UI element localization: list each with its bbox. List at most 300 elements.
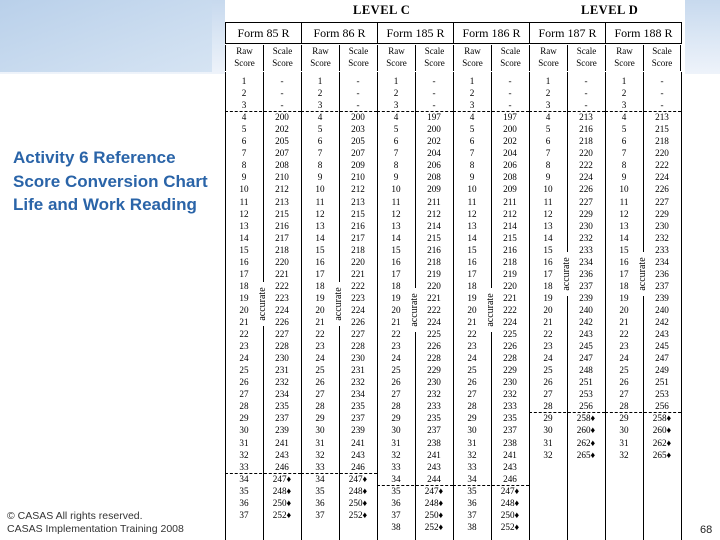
- accurate-label: accurate: [485, 288, 497, 332]
- raw-score-cell: 34: [315, 473, 325, 484]
- scale-score-cell: 237: [351, 413, 365, 424]
- scale-score-header: Scale Score: [643, 45, 681, 71]
- scale-score-cell: 218: [275, 244, 289, 255]
- raw-score-cell: 20: [467, 304, 477, 315]
- raw-score-cell: 12: [543, 208, 553, 219]
- scale-score-cell: 230: [275, 353, 289, 364]
- raw-score-cell: 9: [393, 172, 399, 183]
- raw-score-cell: 35: [391, 485, 401, 496]
- scale-score-cell: 226: [579, 184, 593, 195]
- scale-score-cell: 245: [579, 341, 593, 352]
- scale-score-cell: 211: [427, 196, 441, 207]
- scale-score-cell: -: [280, 76, 284, 86]
- raw-score-cell: 17: [391, 268, 401, 279]
- scale-score-cell: 248♦: [272, 485, 292, 496]
- scale-score-cell: 216: [579, 124, 593, 135]
- scale-score-cell: 219: [427, 268, 441, 279]
- scale-score-cell: 265♦: [652, 449, 672, 460]
- scale-score-cell: 223: [275, 292, 289, 303]
- scale-score-cell: 219: [503, 268, 517, 279]
- raw-score-cell: 8: [469, 160, 475, 171]
- raw-score-cell: 30: [543, 425, 553, 436]
- raw-score-cell: 2: [393, 88, 399, 99]
- scale-score-cell: 247♦: [424, 485, 444, 496]
- raw-score-cell: 27: [391, 389, 401, 400]
- scale-score-cell: -: [432, 88, 436, 99]
- scale-score-cell: -: [584, 100, 588, 111]
- raw-score-cell: 35: [315, 485, 325, 496]
- raw-score-cell: 29: [543, 413, 553, 424]
- raw-score-cell: 33: [315, 461, 325, 472]
- raw-score-cell: 19: [467, 292, 477, 303]
- scale-score-cell: 232: [503, 389, 517, 400]
- raw-score-cell: 33: [391, 461, 401, 472]
- scale-score-cell: 243: [579, 329, 593, 340]
- scale-score-cell: 222: [655, 160, 669, 171]
- raw-score-cell: 2: [545, 88, 551, 99]
- scale-score-cell: 236: [579, 268, 593, 279]
- scale-score-cell: 218: [655, 136, 669, 147]
- raw-score-cell: 38: [467, 521, 477, 532]
- raw-score-cell: 4: [393, 112, 399, 123]
- raw-score-cell: 29: [315, 413, 325, 424]
- scale-score-cell: 209: [351, 160, 365, 171]
- scale-score-cell: 234: [351, 389, 365, 400]
- scale-score-cell: 230: [427, 377, 441, 388]
- raw-score-cell: 25: [619, 365, 629, 376]
- raw-score-cell: 12: [619, 208, 629, 219]
- raw-score-cell: 9: [621, 172, 627, 183]
- raw-score-cell: 10: [239, 184, 249, 195]
- level-d-heading: LEVEL D: [581, 3, 639, 17]
- raw-score-cell: 20: [543, 304, 553, 315]
- scale-score-cell: 252♦: [272, 509, 292, 520]
- raw-score-cell: 33: [467, 461, 477, 472]
- scale-score-cell: -: [584, 88, 588, 99]
- raw-score-cell: 25: [391, 365, 401, 376]
- raw-score-cell: 5: [241, 124, 247, 135]
- scale-score-cell: 227: [655, 196, 669, 207]
- scale-score-cell: 200: [427, 124, 441, 135]
- raw-score-cell: 10: [467, 184, 477, 195]
- scale-score-cell: 218: [427, 256, 441, 267]
- scale-score-cell: 224: [351, 304, 365, 315]
- raw-score-cell: 13: [391, 220, 401, 231]
- raw-score-cell: 17: [467, 268, 477, 279]
- scale-score-cell: 247♦: [348, 473, 368, 484]
- accurate-label: accurate: [257, 282, 269, 326]
- raw-score-cell: 5: [545, 124, 551, 135]
- raw-score-cell: 24: [239, 353, 249, 364]
- raw-score-cell: 21: [315, 317, 325, 327]
- scale-score-cell: 202: [427, 136, 441, 147]
- form-headers: [225, 22, 685, 72]
- raw-score-cell: 16: [391, 256, 401, 267]
- scale-score-cell: 239: [655, 292, 669, 303]
- raw-score-cell: 24: [543, 353, 553, 364]
- scale-score-cell: 221: [351, 268, 365, 279]
- raw-score-cell: 25: [543, 365, 553, 376]
- scale-score-cell: 247: [655, 353, 669, 364]
- raw-score-cell: 18: [543, 280, 553, 291]
- scale-score-cell: -: [356, 88, 360, 99]
- scale-score-cell: 244: [427, 473, 441, 484]
- raw-score-cell: 33: [239, 461, 249, 472]
- scale-score-cell: 215: [427, 232, 441, 243]
- scale-score-cell: 235: [427, 413, 441, 424]
- raw-score-cell: 12: [239, 208, 249, 219]
- raw-score-cell: 23: [543, 341, 553, 352]
- accurate-label: accurate: [637, 252, 649, 296]
- scale-score-cell: 247♦: [272, 473, 292, 484]
- form-header-4: Form 186 R: [453, 22, 530, 44]
- scale-score-cell: 230: [579, 220, 593, 231]
- raw-score-cell: 28: [315, 401, 325, 412]
- raw-score-cell: 17: [543, 268, 553, 279]
- scale-score-cell: 251: [655, 377, 669, 388]
- scale-score-cell: 228: [503, 353, 517, 364]
- raw-score-cell: 13: [543, 220, 553, 231]
- scale-score-cell: 240: [579, 304, 593, 315]
- raw-score-cell: 15: [467, 244, 477, 255]
- raw-score-cell: 21: [619, 317, 629, 327]
- raw-score-cell: 3: [621, 100, 627, 111]
- scale-score-cell: 216: [503, 244, 517, 255]
- scale-score-cell: 206: [427, 160, 441, 171]
- scale-score-cell: 243: [427, 461, 441, 472]
- raw-score-cell: 28: [543, 401, 553, 412]
- scale-score-cell: -: [356, 100, 360, 111]
- raw-score-cell: 12: [467, 208, 477, 219]
- scale-score-header: Scale Score: [263, 45, 301, 71]
- raw-score-cell: 22: [543, 329, 553, 340]
- raw-score-cell: 23: [467, 341, 477, 352]
- raw-score-header: Raw Score: [605, 45, 643, 71]
- scale-score-cell: 218: [351, 244, 365, 255]
- scale-score-cell: 224: [503, 317, 517, 327]
- raw-score-cell: 18: [619, 280, 629, 291]
- raw-score-cell: 29: [467, 413, 477, 424]
- scale-score-cell: 227: [579, 196, 593, 207]
- scale-score-cell: 222: [427, 304, 441, 315]
- scale-score-cell: 256: [655, 401, 669, 412]
- raw-score-cell: 21: [543, 317, 553, 327]
- scale-score-cell: 242: [655, 317, 669, 327]
- raw-score-cell: 37: [391, 509, 401, 520]
- scale-score-cell: 209: [427, 184, 441, 195]
- page-number: 68: [700, 524, 713, 536]
- scale-score-cell: 216: [275, 220, 289, 231]
- raw-score-cell: 2: [469, 88, 475, 99]
- scale-score-cell: 250♦: [272, 497, 292, 508]
- scale-score-cell: 258♦: [652, 413, 672, 424]
- scale-score-cell: 200: [275, 112, 289, 123]
- raw-score-cell: 18: [315, 280, 325, 291]
- scale-score-cell: 205: [351, 136, 365, 147]
- raw-score-cell: 5: [621, 124, 627, 135]
- scale-score-cell: 232: [275, 377, 289, 388]
- scale-score-cell: 241: [351, 437, 365, 448]
- range-separator: [225, 473, 301, 474]
- scale-score-cell: 221: [503, 292, 517, 303]
- scale-score-cell: 265♦: [576, 449, 596, 460]
- scale-score-cell: 222: [275, 280, 289, 291]
- raw-score-cell: 13: [467, 220, 477, 231]
- raw-score-cell: 19: [391, 292, 401, 303]
- scale-score-cell: 241: [427, 449, 441, 460]
- scale-score-cell: 212: [275, 184, 289, 195]
- scale-score-cell: 233: [579, 244, 593, 255]
- scale-score-cell: 262♦: [652, 437, 672, 448]
- scale-score-cell: 248: [579, 365, 593, 376]
- raw-score-cell: 10: [391, 184, 401, 195]
- scale-score-cell: 237: [579, 280, 593, 291]
- raw-score-cell: 21: [391, 317, 401, 327]
- scale-score-cell: 239: [579, 292, 593, 303]
- raw-score-cell: 18: [467, 280, 477, 291]
- raw-score-cell: 3: [241, 100, 247, 111]
- scale-score-cell: -: [508, 88, 512, 99]
- scale-score-cell: 204: [503, 148, 517, 159]
- raw-score-cell: 25: [467, 365, 477, 376]
- range-separator: [453, 111, 529, 112]
- scale-score-cell: 214: [427, 220, 441, 231]
- raw-score-cell: 14: [239, 232, 249, 243]
- raw-score-cell: 29: [391, 413, 401, 424]
- raw-score-cell: 14: [315, 232, 325, 243]
- scale-score-cell: 222: [579, 160, 593, 171]
- raw-score-cell: 7: [469, 148, 475, 159]
- form-header-2: Form 86 R: [301, 22, 378, 44]
- scale-score-cell: 216: [427, 244, 441, 255]
- raw-score-cell: 13: [239, 220, 249, 231]
- raw-score-cell: 26: [543, 377, 553, 388]
- raw-score-cell: 23: [391, 341, 401, 352]
- raw-score-header: Raw Score: [301, 45, 339, 71]
- raw-score-cell: 38: [391, 521, 401, 532]
- accurate-label: accurate: [561, 252, 573, 296]
- raw-score-cell: 14: [619, 232, 629, 243]
- slide-title: Activity 6 Reference Score Conversion Chart Life and Work Reading: [13, 148, 208, 214]
- raw-score-cell: 1: [621, 76, 627, 86]
- raw-score-cell: 14: [467, 232, 477, 243]
- scale-score-cell: 210: [275, 172, 289, 183]
- raw-score-cell: 19: [543, 292, 553, 303]
- raw-score-cell: 24: [315, 353, 325, 364]
- scale-score-cell: 242: [579, 317, 593, 327]
- raw-score-cell: 4: [621, 112, 627, 123]
- scale-score-cell: 241: [503, 449, 517, 460]
- raw-score-cell: 6: [469, 136, 475, 147]
- scale-score-cell: 235: [351, 401, 365, 412]
- header-band-left: [0, 0, 212, 72]
- scale-score-cell: 258♦: [576, 413, 596, 424]
- scale-score-cell: 262♦: [576, 437, 596, 448]
- raw-score-cell: 18: [239, 280, 249, 291]
- scale-score-header: Scale Score: [567, 45, 605, 71]
- scale-score-cell: 230: [655, 220, 669, 231]
- scale-score-cell: 239: [275, 425, 289, 436]
- range-separator: [529, 111, 605, 112]
- scale-score-cell: 246: [275, 461, 289, 472]
- raw-score-cell: 10: [315, 184, 325, 195]
- score-grid: [225, 72, 685, 540]
- scale-score-cell: 224: [275, 304, 289, 315]
- scale-score-cell: -: [356, 76, 360, 86]
- raw-score-cell: 6: [621, 136, 627, 147]
- raw-score-cell: 4: [317, 112, 323, 123]
- raw-score-cell: 30: [619, 425, 629, 436]
- raw-score-cell: 22: [467, 329, 477, 340]
- raw-score-cell: 36: [315, 497, 325, 508]
- raw-score-cell: 7: [545, 148, 551, 159]
- raw-score-cell: 22: [619, 329, 629, 340]
- scale-score-cell: 245: [655, 341, 669, 352]
- raw-score-cell: 13: [619, 220, 629, 231]
- raw-score-cell: 19: [619, 292, 629, 303]
- raw-score-cell: 35: [239, 485, 249, 496]
- raw-score-cell: 1: [317, 76, 323, 86]
- raw-score-cell: 3: [317, 100, 323, 111]
- raw-score-cell: 1: [241, 76, 247, 86]
- raw-score-cell: 11: [543, 196, 553, 207]
- scale-score-cell: 207: [275, 148, 289, 159]
- range-separator: [377, 485, 453, 486]
- scale-score-cell: 243: [503, 461, 517, 472]
- raw-score-cell: 12: [391, 208, 401, 219]
- scale-score-cell: 246: [503, 473, 517, 484]
- scale-score-cell: 220: [503, 280, 517, 291]
- raw-score-cell: 15: [543, 244, 553, 255]
- raw-score-cell: 7: [621, 148, 627, 159]
- scale-score-cell: 233: [427, 401, 441, 412]
- scale-score-cell: 237: [275, 413, 289, 424]
- scale-score-cell: 213: [275, 196, 289, 207]
- raw-score-cell: 21: [467, 317, 477, 327]
- raw-score-cell: 20: [315, 304, 325, 315]
- raw-score-cell: 30: [315, 425, 325, 436]
- raw-score-cell: 11: [467, 196, 477, 207]
- raw-score-cell: 4: [545, 112, 551, 123]
- scale-score-cell: 208: [503, 172, 517, 183]
- raw-score-cell: 5: [393, 124, 399, 135]
- raw-score-header: Raw Score: [225, 45, 263, 71]
- raw-score-cell: 36: [467, 497, 477, 508]
- scale-score-cell: 208: [275, 160, 289, 171]
- raw-score-cell: 6: [393, 136, 399, 147]
- scale-score-cell: 238: [427, 437, 441, 448]
- scale-score-cell: 256: [579, 401, 593, 412]
- scale-score-cell: 237: [427, 425, 441, 436]
- range-separator: [605, 111, 681, 112]
- raw-score-cell: 31: [467, 437, 477, 448]
- scale-score-cell: 215: [503, 232, 517, 243]
- scale-score-cell: 202: [275, 124, 289, 135]
- scale-score-cell: 250♦: [424, 509, 444, 520]
- raw-score-cell: 31: [543, 437, 553, 448]
- raw-score-cell: 23: [315, 341, 325, 352]
- raw-score-cell: 17: [315, 268, 325, 279]
- scale-score-cell: 205: [275, 136, 289, 147]
- scale-score-cell: 213: [351, 196, 365, 207]
- raw-score-cell: 28: [239, 401, 249, 412]
- scale-score-cell: -: [280, 100, 284, 111]
- raw-score-cell: 25: [315, 365, 325, 376]
- raw-score-cell: 26: [315, 377, 325, 388]
- scale-score-cell: 220: [579, 148, 593, 159]
- scale-score-cell: 243: [275, 449, 289, 460]
- raw-score-cell: 29: [239, 413, 249, 424]
- accurate-label: accurate: [333, 282, 345, 326]
- raw-score-cell: 30: [467, 425, 477, 436]
- scale-score-cell: 252♦: [500, 521, 520, 532]
- raw-score-cell: 31: [619, 437, 629, 448]
- scale-score-cell: 204: [427, 148, 441, 159]
- raw-score-cell: 26: [467, 377, 477, 388]
- scale-score-cell: 203: [351, 124, 365, 135]
- raw-score-cell: 28: [619, 401, 629, 412]
- scale-score-cell: 247: [579, 353, 593, 364]
- scale-score-cell: -: [432, 76, 436, 86]
- raw-score-cell: 25: [239, 365, 249, 376]
- raw-score-cell: 24: [391, 353, 401, 364]
- raw-score-cell: 15: [391, 244, 401, 255]
- raw-score-cell: 15: [315, 244, 325, 255]
- form-header-3: Form 185 R: [377, 22, 454, 44]
- raw-score-cell: 7: [393, 148, 399, 159]
- raw-score-cell: 36: [391, 497, 401, 508]
- scale-score-cell: 213: [655, 112, 669, 123]
- scale-score-cell: 212: [351, 184, 365, 195]
- raw-score-cell: 34: [391, 473, 401, 484]
- raw-score-cell: 27: [619, 389, 629, 400]
- raw-score-cell: 17: [239, 268, 249, 279]
- raw-score-cell: 31: [391, 437, 401, 448]
- scale-score-cell: 206: [503, 160, 517, 171]
- scale-score-cell: 200: [351, 112, 365, 123]
- raw-score-cell: 12: [315, 208, 325, 219]
- scale-score-cell: 240: [655, 304, 669, 315]
- scale-score-cell: 218: [503, 256, 517, 267]
- scale-score-cell: 224: [427, 317, 441, 327]
- scale-score-cell: 238: [503, 437, 517, 448]
- raw-score-cell: 28: [467, 401, 477, 412]
- scale-score-cell: 230: [503, 377, 517, 388]
- scale-score-cell: 214: [503, 220, 517, 231]
- raw-score-cell: 20: [619, 304, 629, 315]
- raw-score-cell: 26: [239, 377, 249, 388]
- scale-score-cell: 202: [503, 136, 517, 147]
- raw-score-cell: 24: [619, 353, 629, 364]
- raw-score-cell: 34: [239, 473, 249, 484]
- scale-score-cell: 232: [427, 389, 441, 400]
- raw-score-cell: 11: [391, 196, 401, 207]
- scale-score-cell: 215: [275, 208, 289, 219]
- raw-score-cell: 1: [545, 76, 551, 86]
- scale-score-cell: 222: [351, 280, 365, 291]
- raw-score-cell: 7: [241, 148, 247, 159]
- raw-score-cell: 4: [241, 112, 247, 123]
- raw-score-cell: 3: [545, 100, 551, 111]
- raw-score-cell: 32: [467, 449, 477, 460]
- scale-score-cell: 229: [503, 365, 517, 376]
- raw-score-cell: 19: [239, 292, 249, 303]
- scale-score-cell: 197: [503, 112, 517, 123]
- raw-score-cell: 9: [241, 172, 247, 183]
- raw-score-cell: 5: [317, 124, 323, 135]
- scale-score-cell: 197: [427, 112, 441, 123]
- raw-score-cell: 27: [315, 389, 325, 400]
